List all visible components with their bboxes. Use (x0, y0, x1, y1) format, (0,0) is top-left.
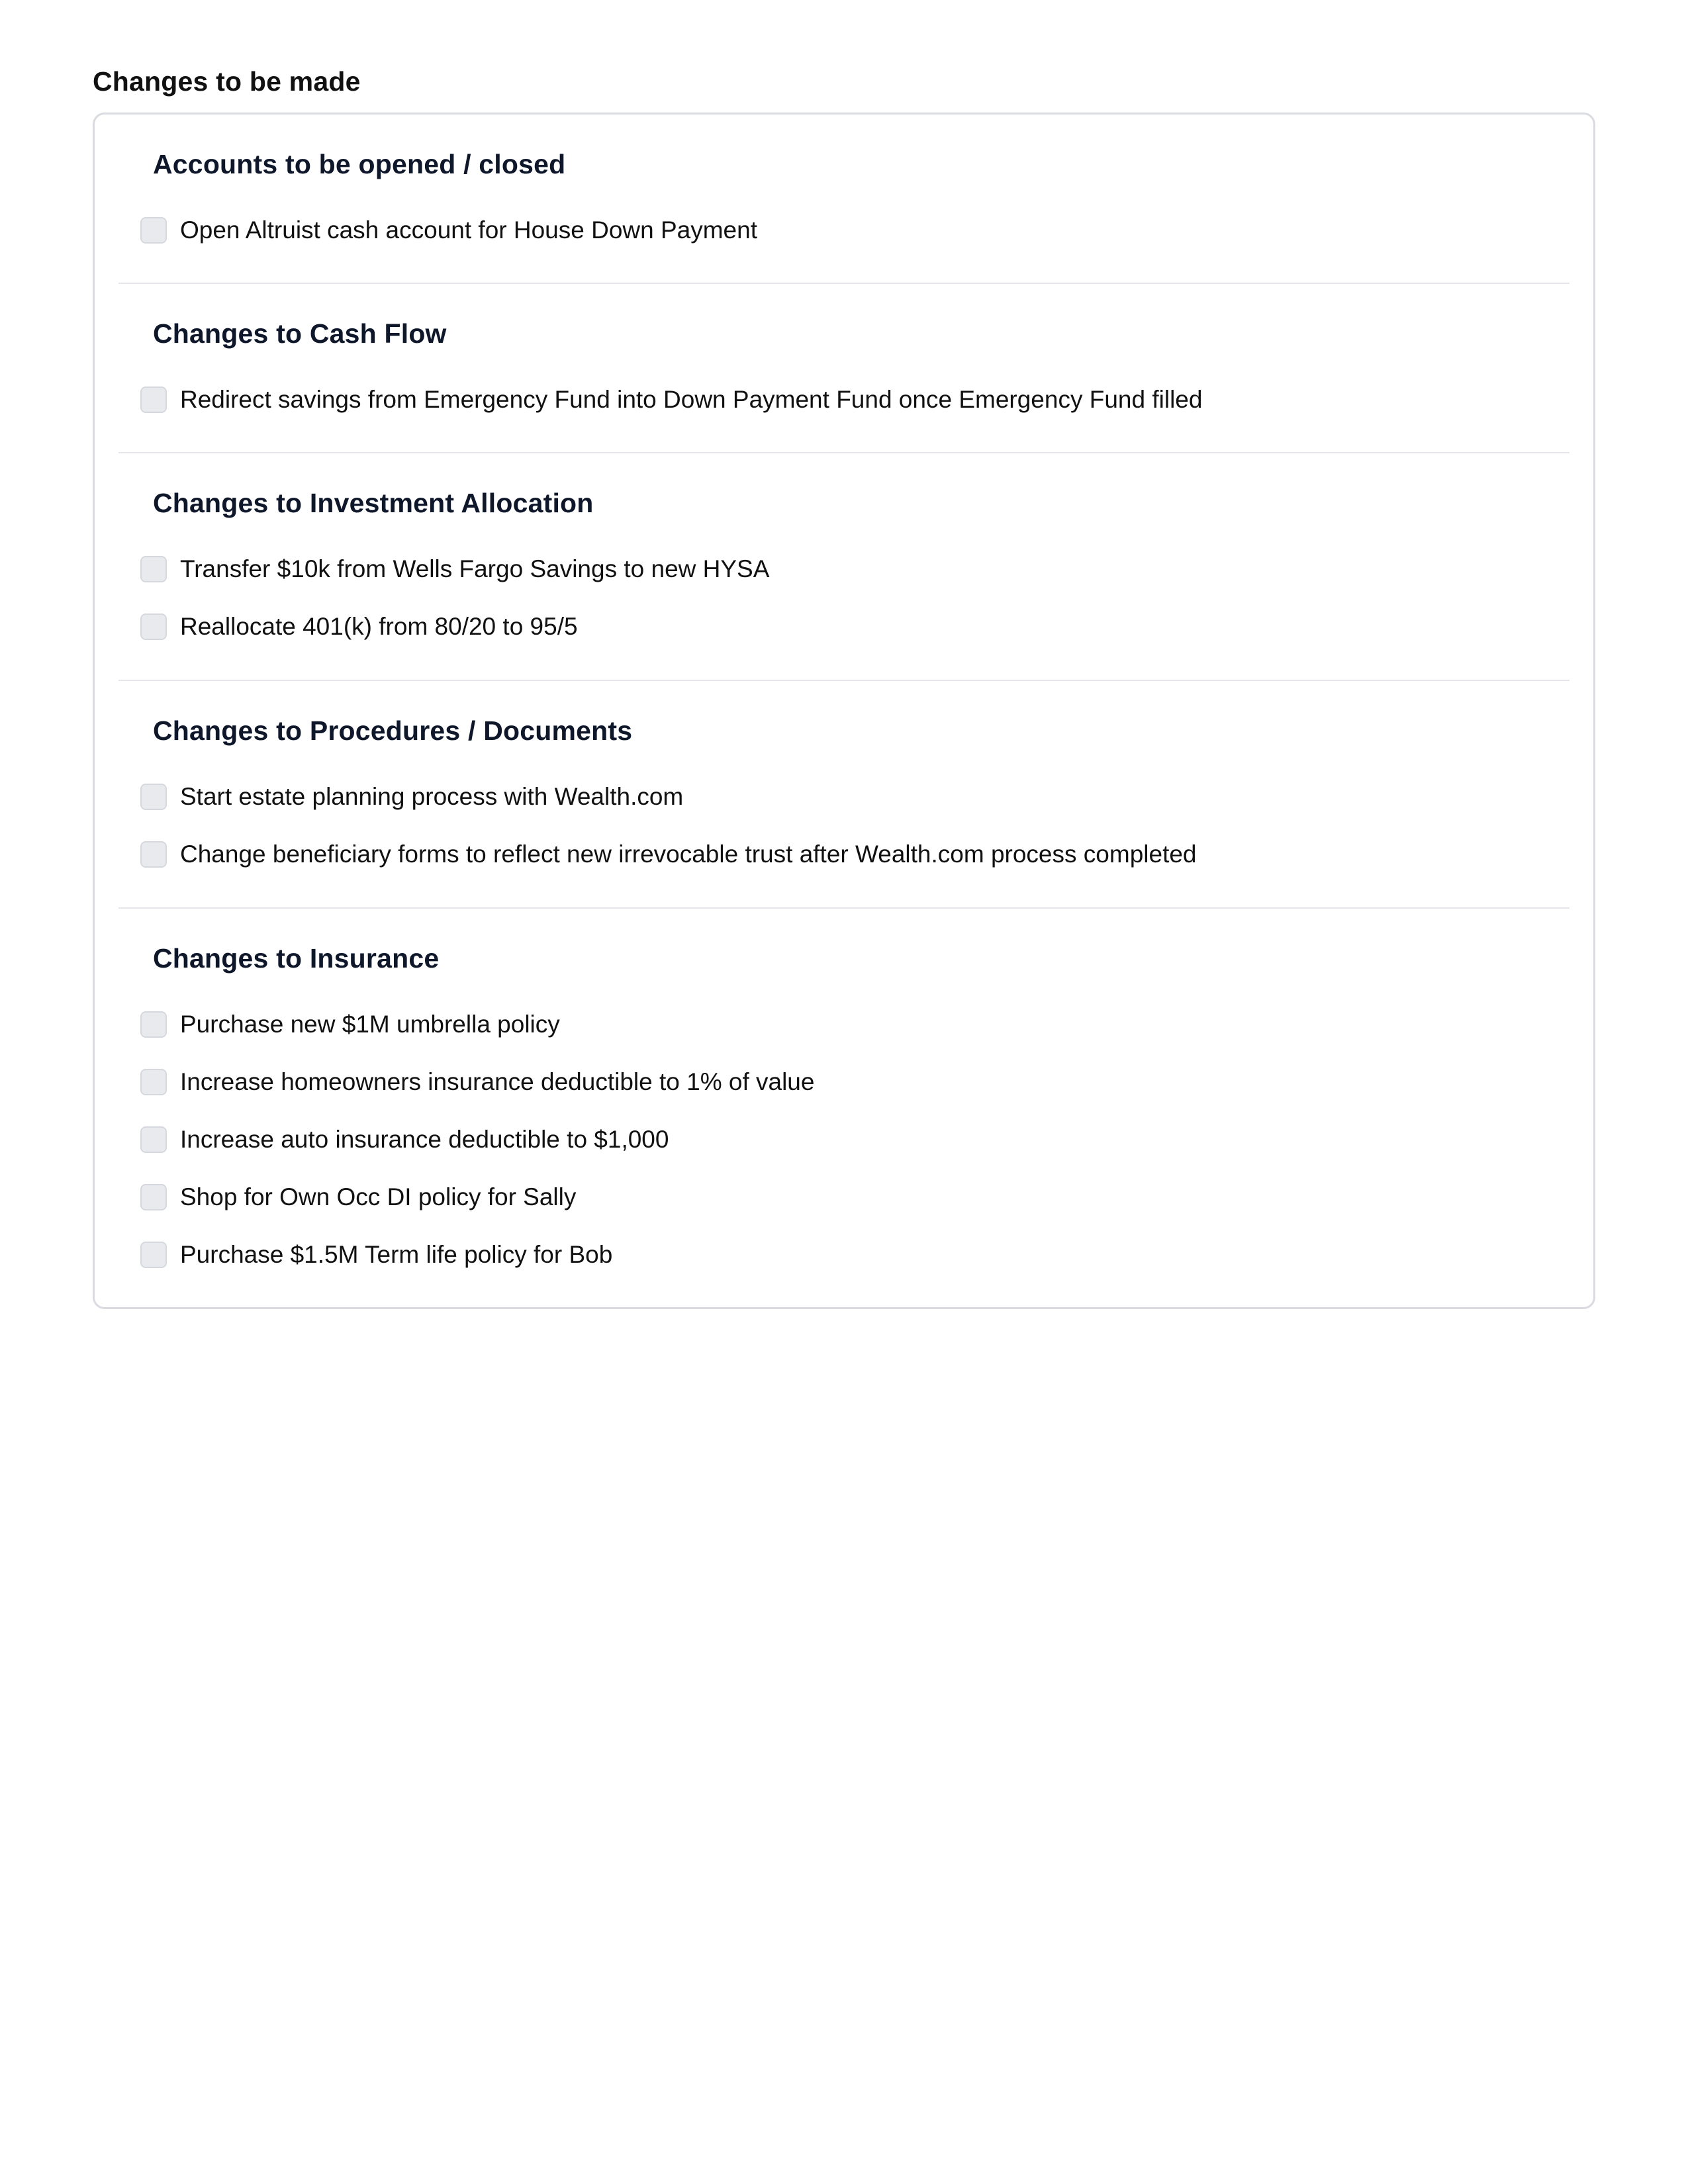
changes-card (93, 113, 1595, 1309)
checklist-item-label: Start estate planning process with Wealth.com (180, 783, 684, 810)
section-procedures-documents (118, 681, 1570, 909)
checklist-item[interactable] (118, 837, 1570, 872)
checklist-item-label: Reallocate 401(k) from 80/20 to 95/5 (180, 613, 578, 640)
page-title: Changes to be made (93, 66, 361, 97)
section-title: Changes to Cash Flow (153, 318, 447, 349)
checklist-item-label: Transfer $10k from Wells Fargo Savings to new HYSA (180, 555, 770, 582)
checkbox[interactable] (140, 1011, 167, 1038)
section-title: Changes to Insurance (153, 943, 440, 974)
checkbox[interactable] (140, 1242, 167, 1268)
checklist-item[interactable] (118, 212, 1570, 248)
checklist-item[interactable] (118, 609, 1570, 645)
section-insurance (118, 909, 1570, 1306)
section-title: Changes to Procedures / Documents (153, 715, 633, 746)
checkbox[interactable] (140, 1184, 167, 1210)
checkbox[interactable] (140, 841, 167, 868)
checklist-item[interactable] (118, 779, 1570, 815)
checklist-item-label: Purchase new $1M umbrella policy (180, 1011, 560, 1038)
checkbox[interactable] (140, 217, 167, 244)
checklist-item[interactable] (118, 1237, 1570, 1273)
checklist-item-label: Increase homeowners insurance deductible to 1% of value (180, 1068, 815, 1095)
checklist-item[interactable] (118, 1179, 1570, 1215)
checkbox[interactable] (140, 784, 167, 810)
section-cash-flow (118, 284, 1570, 453)
checklist-item-label: Purchase $1.5M Term life policy for Bob (180, 1241, 613, 1268)
checkbox[interactable] (140, 614, 167, 640)
section-accounts (118, 114, 1570, 284)
checkbox[interactable] (140, 1069, 167, 1095)
checklist-item[interactable] (118, 551, 1570, 587)
checklist-item-label: Increase auto insurance deductible to $1,000 (180, 1126, 669, 1153)
section-investment-allocation (118, 453, 1570, 681)
checklist-item[interactable] (118, 382, 1570, 418)
section-title: Accounts to be opened / closed (153, 149, 566, 179)
checklist-item[interactable] (118, 1007, 1570, 1042)
checkbox[interactable] (140, 556, 167, 582)
checklist-item[interactable] (118, 1064, 1570, 1100)
checklist-item-label: Redirect savings from Emergency Fund into Down Payment Fund once Emergency Fund filled (180, 386, 1203, 413)
checkbox[interactable] (140, 1126, 167, 1153)
checklist-item[interactable] (118, 1122, 1570, 1158)
section-title: Changes to Investment Allocation (153, 488, 594, 518)
checkbox[interactable] (140, 387, 167, 413)
checklist-item-label: Open Altruist cash account for House Down Payment (180, 216, 757, 244)
checklist-item-label: Shop for Own Occ DI policy for Sally (180, 1183, 577, 1210)
checklist-item-label: Change beneficiary forms to reflect new irrevocable trust after Wealth.com process completed (180, 841, 1197, 868)
